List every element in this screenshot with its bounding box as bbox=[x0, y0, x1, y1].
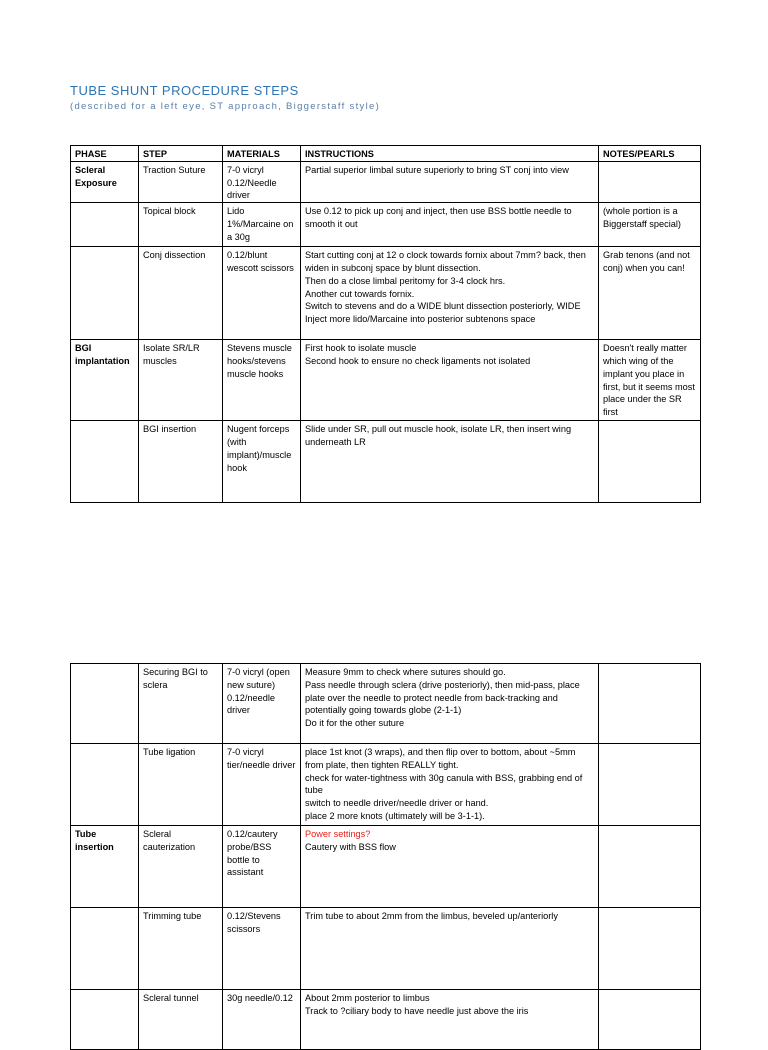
step-cell: Conj dissection bbox=[139, 247, 223, 340]
notes-cell bbox=[599, 908, 701, 990]
instruction-line: Measure 9mm to check where sutures should go. bbox=[305, 667, 506, 677]
phase-cell: Scleral Exposure bbox=[71, 161, 139, 202]
phase-cell bbox=[71, 421, 139, 503]
instructions-cell bbox=[301, 744, 599, 826]
phase-cell: Tube insertion bbox=[71, 826, 139, 908]
step-cell: Scleral cauterization bbox=[139, 826, 223, 908]
procedure-table-1 bbox=[70, 145, 701, 503]
table-row bbox=[71, 744, 701, 826]
header-instructions: INSTRUCTIONS bbox=[301, 146, 599, 162]
instructions-cell bbox=[301, 826, 599, 908]
table-header-row bbox=[71, 146, 701, 162]
materials-cell: 0.12/Stevens scissors bbox=[223, 908, 301, 990]
materials-cell: 0.12/cautery probe/BSS bottle to assistant bbox=[223, 826, 301, 908]
notes-cell: (whole portion is a Biggerstaff special) bbox=[599, 203, 701, 247]
notes-cell: Grab tenons (and not conj) when you can! bbox=[599, 247, 701, 340]
instruction-line: place 2 more knots (ultimately will be 3-1-1). bbox=[305, 810, 485, 821]
table-row bbox=[71, 421, 701, 503]
instruction-line: Track to ?ciliary body to have needle just above the iris bbox=[305, 1005, 529, 1016]
table-row bbox=[71, 203, 701, 247]
step-cell: Trimming tube bbox=[139, 908, 223, 990]
instruction-line: Then do a close limbal peritomy for 3-4 clock hrs. bbox=[305, 275, 506, 286]
instruction-line: Partial superior limbal suture superiorly to bring ST conj into view bbox=[305, 164, 569, 175]
table-row bbox=[71, 247, 701, 340]
materials-cell: Stevens muscle hooks/stevens muscle hooks bbox=[223, 340, 301, 421]
instruction-line: Slide under SR, pull out muscle hook, isolate LR, then insert wing underneath LR bbox=[305, 424, 572, 447]
procedure-table-2 bbox=[70, 663, 701, 1050]
instructions-cell bbox=[301, 247, 599, 340]
materials-cell: 7-0 vicryl 0.12/Needle driver bbox=[223, 161, 301, 202]
instruction-line: Trim tube to about 2mm from the limbus, beveled up/anteriorly bbox=[305, 911, 558, 921]
phase-cell bbox=[71, 908, 139, 990]
instruction-line: Do it for the other suture bbox=[305, 718, 405, 729]
materials-cell: 7-0 vicryl tier/needle driver bbox=[223, 744, 301, 826]
materials-cell: 7-0 vicryl (open new suture) 0.12/needle driver bbox=[223, 664, 301, 744]
materials-cell: Lido 1%/Marcaine on a 30g bbox=[223, 203, 301, 247]
phase-cell bbox=[71, 203, 139, 247]
step-cell: Securing BGI to sclera bbox=[139, 664, 223, 744]
materials-cell: 0.12/blunt wescott scissors bbox=[223, 247, 301, 340]
table-row bbox=[71, 161, 701, 202]
instruction-line: place 1st knot (3 wraps), and then flip over to bottom, about ~5mm from plate, then tighten REALLY tight. bbox=[305, 747, 576, 770]
notes-cell bbox=[599, 744, 701, 826]
instruction-line: Inject more lido/Marcaine into posterior subtenons space bbox=[305, 314, 536, 325]
table-row bbox=[71, 908, 701, 990]
phase-cell bbox=[71, 990, 139, 1050]
instruction-line: Switch to stevens and do a WIDE blunt dissection posteriorly, WIDE bbox=[305, 301, 581, 312]
instruction-line: Pass needle through sclera (drive posteriorly), then mid-pass, place plate over the needle to protect needle from back-tracking and potentially going towards globe (2-1-1) bbox=[305, 679, 580, 716]
instruction-line: Start cutting conj at 12 o clock towards fornix about 7mm? back, then widen in subconj space by blunt dissection. bbox=[305, 250, 586, 273]
instructions-cell bbox=[301, 990, 599, 1050]
instruction-line-highlight: Power settings? bbox=[305, 829, 371, 839]
instruction-line: Use 0.12 to pick up conj and inject, then use BSS bottle needle to smooth it out bbox=[305, 206, 572, 229]
notes-cell bbox=[599, 421, 701, 503]
instruction-line: About 2mm posterior to limbus bbox=[305, 993, 430, 1003]
step-cell: Traction Suture bbox=[139, 161, 223, 202]
instructions-cell bbox=[301, 203, 599, 247]
phase-cell bbox=[71, 744, 139, 826]
table-row bbox=[71, 990, 701, 1050]
notes-cell bbox=[599, 664, 701, 744]
instruction-line: First hook to isolate muscle bbox=[305, 343, 417, 354]
step-cell: Isolate SR/LR muscles bbox=[139, 340, 223, 421]
notes-cell: Doesn't really matter which wing of the implant you place in first, but it seems most place under the SR first bbox=[599, 340, 701, 421]
table-row bbox=[71, 340, 701, 421]
header-step: STEP bbox=[139, 146, 223, 162]
instruction-line: Another cut towards fornix. bbox=[305, 288, 415, 299]
instructions-cell bbox=[301, 340, 599, 421]
phase-cell bbox=[71, 664, 139, 744]
header-materials: MATERIALS bbox=[223, 146, 301, 162]
notes-cell bbox=[599, 826, 701, 908]
step-cell: BGI insertion bbox=[139, 421, 223, 503]
instruction-line: switch to needle driver/needle driver or hand. bbox=[305, 798, 489, 809]
materials-cell: Nugent forceps (with implant)/muscle hook bbox=[223, 421, 301, 503]
header-notes: NOTES/PEARLS bbox=[599, 146, 701, 162]
page-subtitle: (described for a left eye, ST approach, Biggerstaff style) bbox=[70, 101, 381, 112]
notes-cell bbox=[599, 161, 701, 202]
step-cell: Scleral tunnel bbox=[139, 990, 223, 1050]
instructions-cell bbox=[301, 908, 599, 990]
page-title: TUBE SHUNT PROCEDURE STEPS bbox=[70, 83, 299, 98]
materials-cell: 30g needle/0.12 bbox=[223, 990, 301, 1050]
instruction-line: check for water-tightness with 30g canula with BSS, grabbing end of tube bbox=[305, 772, 583, 796]
instructions-cell bbox=[301, 664, 599, 744]
instructions-cell bbox=[301, 421, 599, 503]
step-cell: Topical block bbox=[139, 203, 223, 247]
notes-cell bbox=[599, 990, 701, 1050]
instruction-line: Cautery with BSS flow bbox=[305, 841, 396, 852]
step-cell: Tube ligation bbox=[139, 744, 223, 826]
instruction-line: Second hook to ensure no check ligaments not isolated bbox=[305, 355, 531, 366]
instructions-cell bbox=[301, 161, 599, 202]
phase-cell bbox=[71, 247, 139, 340]
header-phase: PHASE bbox=[71, 146, 139, 162]
table-row bbox=[71, 826, 701, 908]
table-row bbox=[71, 664, 701, 744]
phase-cell: BGI implantation bbox=[71, 340, 139, 421]
